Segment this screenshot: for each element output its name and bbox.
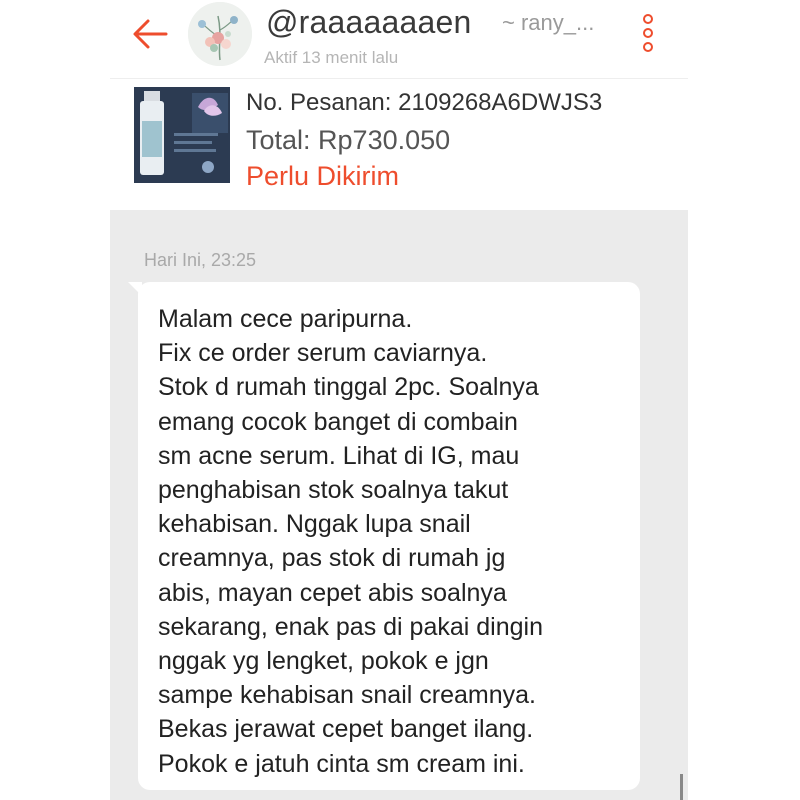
more-options-button[interactable] (640, 14, 656, 56)
floral-avatar-icon (188, 2, 252, 66)
message-line: Malam cece paripurna. (158, 305, 413, 333)
message-timestamp: Hari Ini, 23:25 (144, 250, 257, 270)
message-line: abis, mayan cepet abis soalnya (158, 578, 507, 607)
message-line: penghabisan stok soalnya takut (158, 476, 509, 505)
product-image-icon (134, 87, 230, 183)
message-line: sampe kehabisan snail creamnya. (158, 681, 536, 710)
chat-header (110, 0, 688, 78)
arrow-left-icon (130, 16, 170, 52)
message-line: creamnya, pas stok di rumah jg (158, 544, 506, 573)
message-line: Pokok e jatuh cinta sm cream ini. (158, 749, 525, 778)
message-line: sm acne serum. Lihat di IG, mau (158, 441, 520, 470)
back-button[interactable] (130, 16, 170, 52)
username: @raaaaaaaen (266, 4, 472, 40)
avatar[interactable] (188, 2, 252, 66)
user-alias: ~ rany_... (502, 10, 595, 35)
message-line: Bekas jerawat cepet banget ilang. (158, 715, 534, 744)
message-line: nggak yg lengket, pokok e jgn (158, 647, 489, 676)
order-number: No. Pesanan: 2109268A6DWJS3 (246, 89, 603, 116)
message-line: Stok d rumah tinggal 2pc. Soalnya (158, 373, 539, 402)
order-total: Total: Rp730.050 (246, 125, 451, 155)
message-line: kehabisan. Nggak lupa snail (158, 510, 471, 539)
scrollbar[interactable] (680, 774, 683, 800)
chat-area[interactable] (110, 210, 688, 800)
product-thumbnail (134, 87, 230, 183)
bubble-tail (128, 282, 142, 296)
order-status: Perlu Dikirim (246, 161, 400, 191)
message-line: emang cocok banget di combain (158, 407, 518, 436)
message-bubble[interactable] (138, 282, 640, 790)
message-line: sekarang, enak pas di pakai dingin (158, 612, 543, 641)
message-line: Fix ce order serum caviarnya. (158, 339, 488, 368)
more-vertical-icon (640, 14, 656, 52)
active-status: Aktif 13 menit lalu (264, 48, 399, 67)
order-card[interactable] (110, 78, 688, 210)
